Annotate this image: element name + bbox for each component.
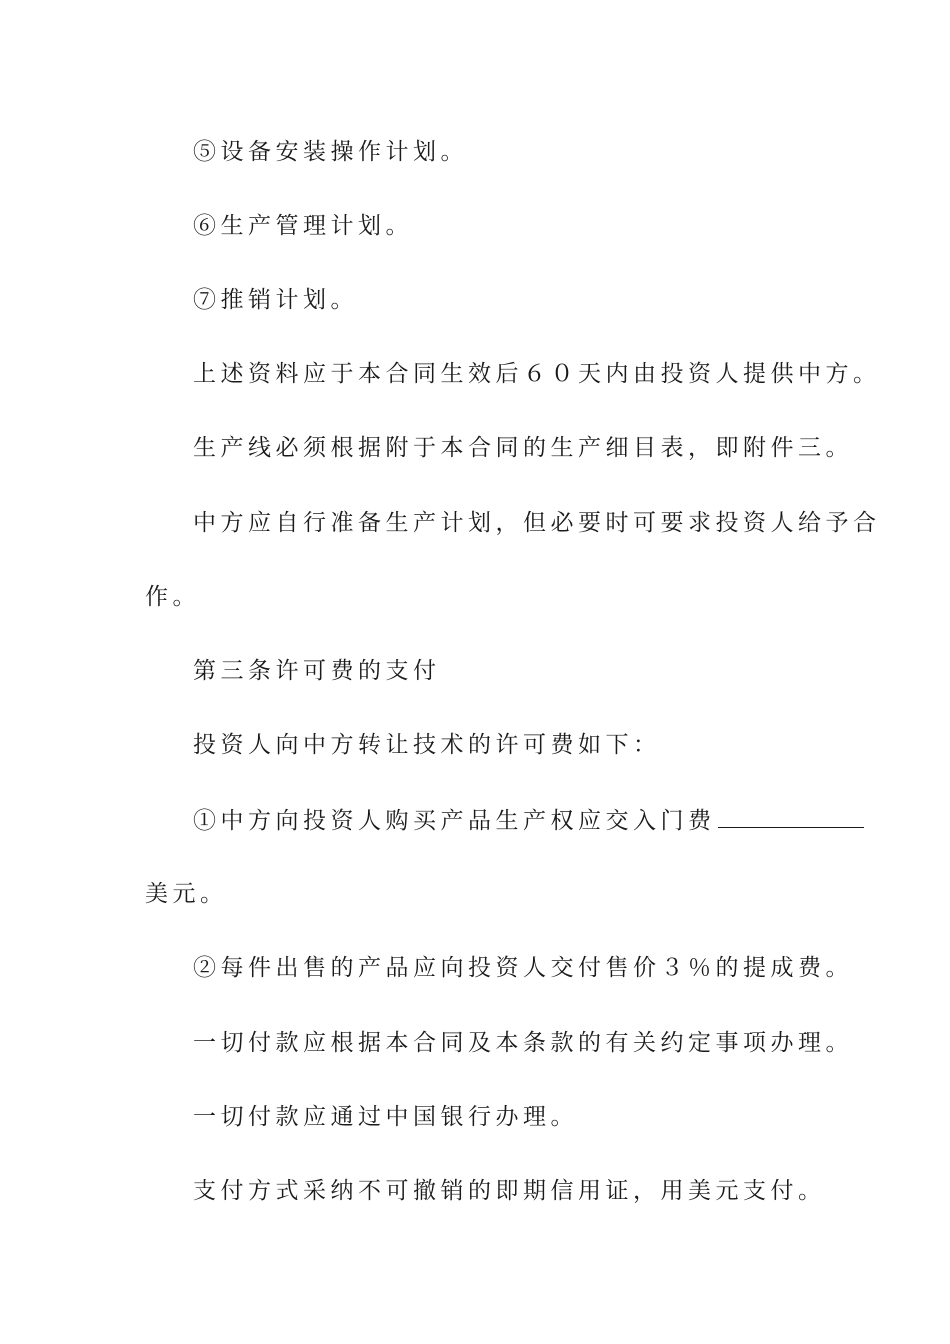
paragraph-payment-method: 支付方式采纳不可撤销的即期信用证，用美元支付。 [193,1178,826,1204]
paragraph-self-prepare-continued: 作。 [145,584,200,610]
fill-in-blank [718,805,864,828]
entry-fee-text: ①中方向投资人购买产品生产权应交入门费 [193,808,716,834]
list-item-royalty: ②每件出售的产品应向投资人交付售价３％的提成费。 [193,955,853,981]
paragraph-materials-deadline: 上述资料应于本合同生效后６０天内由投资人提供中方。 [193,361,881,387]
list-item-sales-plan: ⑦推销计划。 [193,287,358,313]
section-heading-article-3: 第三条许可费的支付 [193,658,441,684]
paragraph-payment-terms: 一切付款应根据本合同及本条款的有关约定事项办理。 [193,1030,853,1056]
paragraph-production-line: 生产线必须根据附于本合同的生产细目表，即附件三。 [193,435,853,461]
list-item-equipment-plan: ⑤设备安装操作计划。 [193,139,468,165]
paragraph-entry-fee-unit: 美元。 [145,881,228,907]
paragraph-license-fee-intro: 投资人向中方转让技术的许可费如下： [193,732,661,758]
paragraph-self-prepare: 中方应自行准备生产计划，但必要时可要求投资人给予合 [193,510,881,536]
list-item-production-plan: ⑥生产管理计划。 [193,213,413,239]
list-item-entry-fee [193,805,864,836]
paragraph-payment-bank: 一切付款应通过中国银行办理。 [193,1104,578,1130]
